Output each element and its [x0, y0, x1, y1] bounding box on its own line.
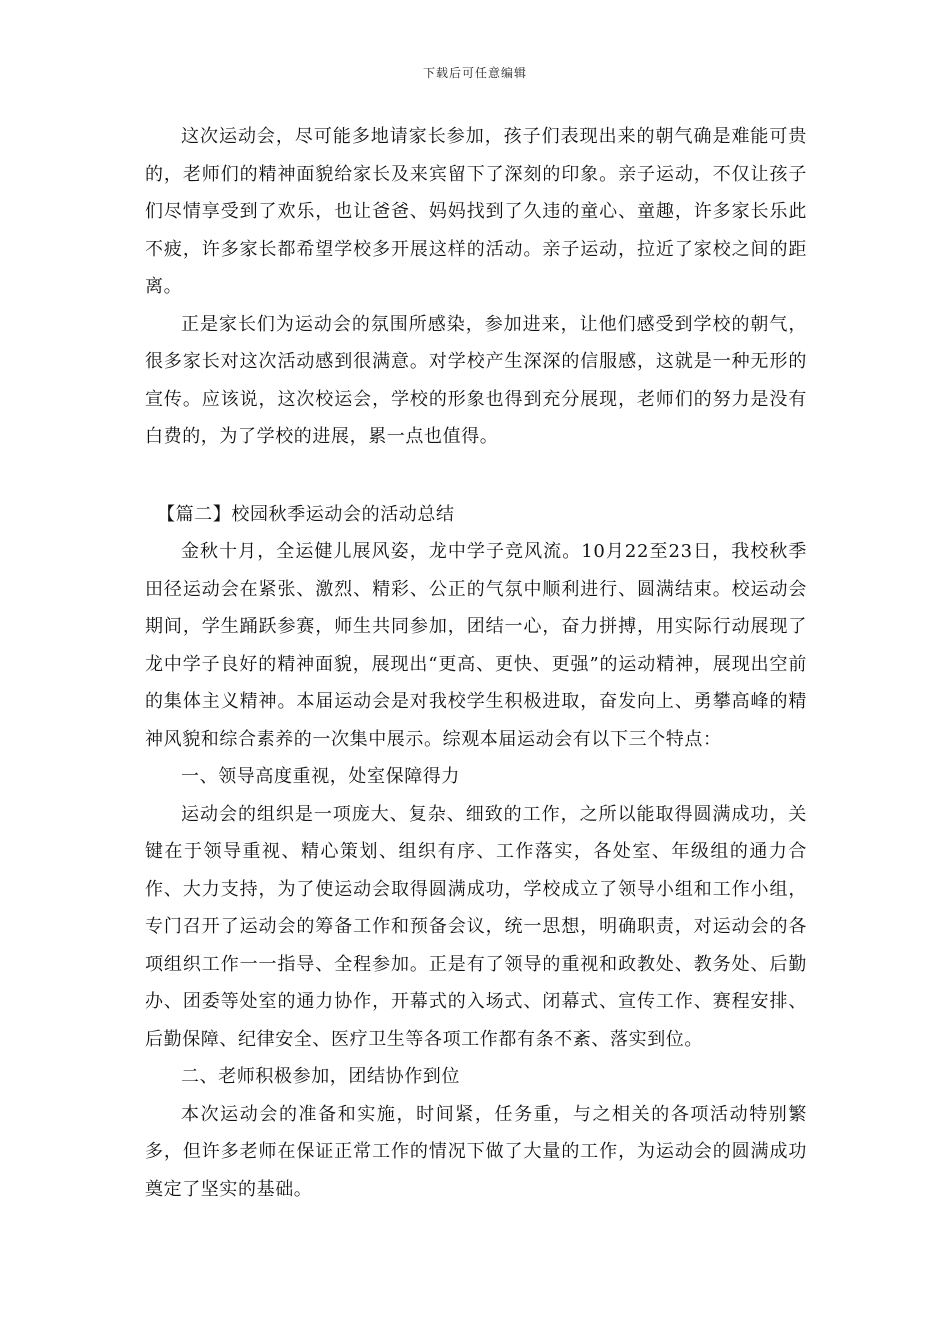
paragraph-organization: 运动会的组织是一项庞大、复杂、细致的工作，之所以能取得圆满成功，关键在于领导重视、精心策划、组织有序、工作落实，各处室、年级组的通力合作、大力支持，为了使运动会取得圆满成功，学校成立了领导小组和工作小组，专门召开了运动会的筹备工作和预备会议，统一思想，明确职责，对运动会的各项组织工作一一指导、全程参加。正是有了领导的重视和政教处、教务处、后勤办、团委等处室的通力协作，开幕式的入场式、闭幕式、宣传工作、赛程安排、后勤保障、纪律安全、医疗卫生等各项工作都有条不紊、落实到位。: [145, 803, 807, 1050]
paragraph-parent-participation: 这次运动会，尽可能多地请家长参加，孩子们表现出来的朝气确是难能可贵的，老师们的精神面貌给家长及来宾留下了深刻的印象。亲子运动，不仅让孩子们尽情享受到了欢乐，也让爸爸、妈妈找到了久违的童心、童趣，许多家长乐此不疲，许多家长都希望学校多开展这样的活动。亲子运动，拉近了家校之间的距离。: [145, 126, 807, 297]
section-gap: [145, 456, 807, 496]
subheading-teachers: 二、老师积极参加，团结协作到位: [181, 1066, 460, 1087]
section-title: 【篇二】校园秋季运动会的活动总结: [157, 503, 455, 525]
subheading-leadership: 一、领导高度重视，处室保障得力: [181, 766, 460, 787]
paragraph-preparation: 本次运动会的准备和实施，时间紧，任务重，与之相关的各项活动特别繁多，但许多老师在保证正常工作的情况下做了大量的工作，为运动会的圆满成功奠定了坚实的基础。: [145, 1103, 807, 1200]
header-note: 下载后可任意编辑: [422, 66, 527, 80]
paragraph-autumn-games: 金秋十月，全运健儿展风姿，龙中学子竞风流。10月22至23日，我校秋季田径运动会在紧张、激烈、精彩、公正的气氛中顺利进行、圆满结束。校运动会期间，学生踊跃参赛，师生共同参加，团结一心，奋力拼搏，用实际行动展现了龙中学子良好的精神面貌，展现出“更高、更快、更强”的运动精神，展现出空前的集体主义精神。本届运动会是对我校学生积极进取，奋发向上、勇攀高峰的精神风貌和综合素养的一次集中展示。综观本届运动会有以下三个特点：: [145, 541, 807, 750]
document-body: [145, 118, 807, 1208]
paragraph-school-image: 正是家长们为运动会的氛围所感染，参加进来，让他们感受到学校的朝气，很多家长对这次活动感到很满意。对学校产生深深的信服感，这就是一种无形的宣传。应该说，这次校运会，学校的形象也得到充分展现，老师们的努力是没有白费的，为了学校的进展，累一点也值得。: [145, 313, 807, 447]
